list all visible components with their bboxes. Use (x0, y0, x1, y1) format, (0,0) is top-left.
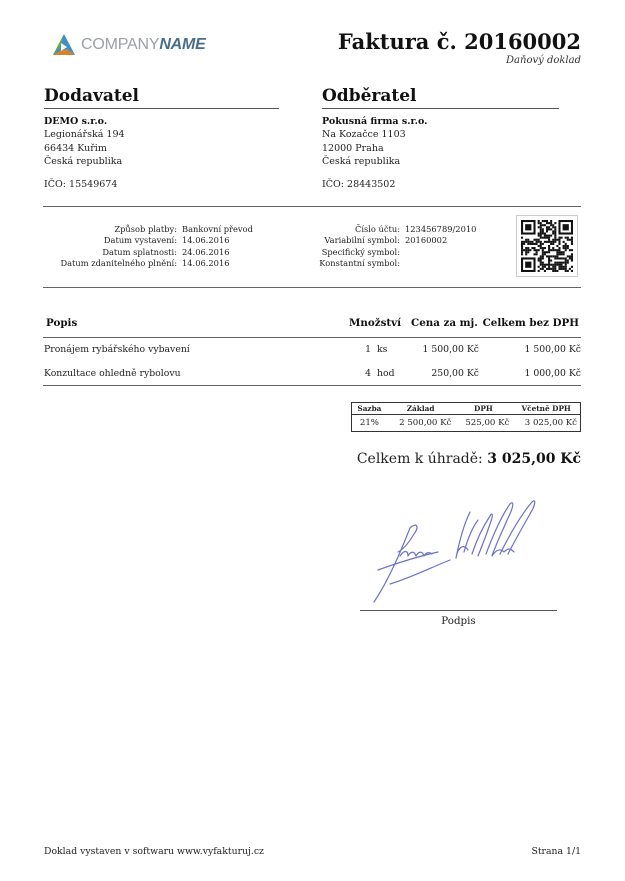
item-quantity: 1 (365, 344, 371, 355)
account-number-value: 123456789/2010 (405, 224, 477, 234)
item-unit-price: 1 500,00 Kč (422, 344, 479, 355)
tax-date-value: 14.06.2016 (182, 257, 230, 268)
customer-ico: IČO: 28443502 (322, 179, 396, 190)
supplier-heading: Dodavatel (44, 86, 140, 106)
footer-page-number: Strana 1/1 (531, 846, 581, 857)
signature-label: Podpis (441, 615, 476, 627)
supplier-country: Česká republika (44, 156, 123, 168)
bank-info (312, 224, 476, 269)
col-header-total: Celkem bez DPH (482, 317, 579, 329)
supplier-street: Legionářská 194 (44, 129, 125, 141)
payment-method-value: Bankovní převod (182, 224, 253, 234)
vat-header-incl: Včetně DPH (512, 403, 580, 415)
invoice-title: Faktura č. 20160002 (337, 29, 581, 54)
section-divider (43, 287, 581, 288)
logo-triangle-icon (52, 33, 76, 57)
customer-street: Na Kozačce 1103 (322, 129, 406, 141)
table-header-divider (43, 337, 581, 338)
table-bottom-divider (43, 385, 581, 386)
variable-symbol-value: 20160002 (405, 235, 448, 246)
item-quantity: 4 (365, 368, 371, 379)
customer-country: Česká republika (322, 156, 401, 168)
payment-method-label: Způsob platby: (114, 224, 177, 234)
due-date-value: 24.06.2016 (182, 246, 230, 257)
customer-divider (322, 108, 559, 109)
supplier-ico: IČO: 15549674 (44, 179, 118, 190)
supplier-city: 66434 Kuřim (44, 142, 107, 154)
item-description: Pronájem rybářského vybavení (44, 344, 190, 355)
signature-line (360, 610, 557, 611)
payment-info (50, 224, 253, 269)
due-date-label: Datum splatnosti: (102, 246, 177, 257)
total-due (357, 451, 581, 467)
supplier-name: DEMO s.r.o. (44, 116, 108, 127)
item-total: 1 500,00 Kč (524, 344, 581, 355)
vat-header-vat: DPH (454, 403, 512, 415)
vat-amount: 525,00 Kč (465, 418, 510, 428)
total-value: 3 025,00 Kč (487, 451, 581, 467)
supplier-address (44, 115, 125, 169)
vat-rate: 21% (359, 418, 379, 428)
customer-heading: Odběratel (322, 86, 417, 106)
item-total: 1 000,00 Kč (524, 368, 581, 379)
supplier-divider (44, 108, 279, 109)
vat-header-rate: Sazba (352, 403, 387, 415)
issue-date-value: 14.06.2016 (182, 235, 230, 246)
customer-address (322, 115, 427, 169)
vat-header-base: Základ (387, 403, 455, 415)
constant-symbol-value (405, 258, 476, 269)
specific-symbol-label: Specifický symbol: (321, 246, 400, 257)
section-divider (43, 206, 581, 207)
vat-summary-table (351, 402, 581, 432)
col-header-description: Popis (46, 317, 78, 329)
vat-incl: 3 025,00 Kč (524, 418, 577, 428)
col-header-unit-price: Cena za mj. (411, 317, 478, 329)
customer-city: 12000 Praha (322, 142, 384, 154)
total-label: Celkem k úhradě: (356, 451, 483, 467)
logo-text: COMPANYNAME (81, 36, 206, 53)
constant-symbol-label: Konstantní symbol: (319, 257, 400, 268)
item-unit-price: 250,00 Kč (431, 368, 479, 379)
account-number-label: Číslo účtu: (354, 224, 400, 234)
variable-symbol-label: Variabilní symbol: (324, 235, 400, 246)
qr-code (516, 215, 578, 277)
customer-name: Pokusná firma s.r.o. (322, 116, 428, 127)
qr-code-icon (521, 220, 573, 272)
vat-base: 2 500,00 Kč (399, 418, 452, 428)
company-logo (52, 32, 206, 58)
specific-symbol-value (405, 247, 476, 258)
signature-image (360, 498, 560, 608)
item-unit: ks (377, 344, 388, 355)
tax-date-label: Datum zdanitelného plnění: (60, 257, 177, 268)
footer-software-note: Doklad vystaven v softwaru www.vyfakturuj.cz (44, 846, 264, 857)
issue-date-label: Datum vystavení: (103, 235, 177, 246)
item-description: Konzultace ohledně rybolovu (44, 368, 181, 379)
col-header-quantity: Množství (349, 317, 402, 329)
item-unit: hod (377, 368, 395, 379)
invoice-subtitle: Daňový doklad (506, 55, 581, 66)
vat-row (352, 415, 581, 432)
